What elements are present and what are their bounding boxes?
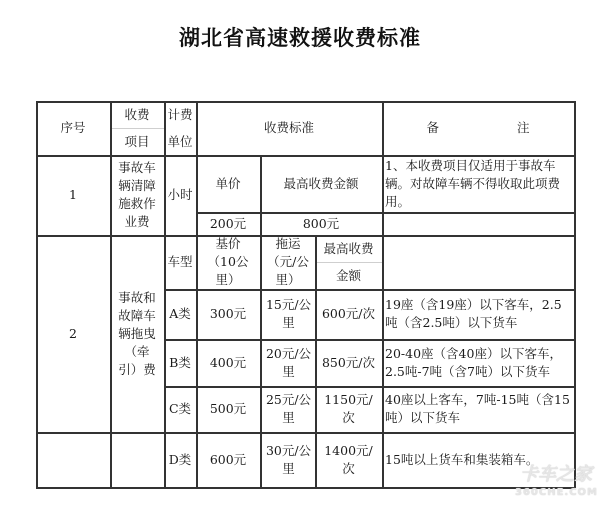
row1-unit-price: 200元 xyxy=(209,215,247,231)
row1-seq: 1 xyxy=(69,187,77,202)
header-unit-line1: 计费 xyxy=(167,106,193,122)
watermark-en: 360CHE.COM xyxy=(515,487,599,498)
page-title: 湖北省高速救援收费标准 xyxy=(179,26,421,50)
header-seq: 序号 xyxy=(60,120,86,135)
header-unit-line2: 单位 xyxy=(167,133,193,149)
row1-unit-price-label: 单价 xyxy=(215,175,241,191)
row2-towing-header: 拖运（元/公里） xyxy=(267,236,309,287)
row2-vehicle-type-header: 车型 xyxy=(167,254,193,269)
type-d-towing: 30元/公里 xyxy=(265,442,312,476)
row2-seq: 2 xyxy=(69,325,77,341)
type-b-base: 400元 xyxy=(209,354,247,370)
row1-unit: 小时 xyxy=(167,187,193,202)
type-c-label: C类 xyxy=(168,401,192,416)
type-d-base: 600元 xyxy=(209,451,247,467)
type-b-towing: 20元/公里 xyxy=(265,345,312,379)
type-b-remark: 20-40座（含40座）以下客车，2.5吨-7吨（含7吨）以下货车 xyxy=(385,345,562,379)
row2-item: 事故和故障车辆拖曳（牵引）费 xyxy=(118,289,156,377)
row2-max-header-line2: 金额 xyxy=(335,267,361,283)
header-item-line1: 收费 xyxy=(124,106,150,122)
type-a-max: 600元/次 xyxy=(321,306,376,321)
table-border-bottom xyxy=(36,487,575,489)
type-b-max: 850元/次 xyxy=(321,354,376,370)
header-standard: 收费标准 xyxy=(263,120,314,135)
header-remark-2: 注 xyxy=(517,120,530,135)
type-c-base: 500元 xyxy=(209,401,247,416)
type-b-label: B类 xyxy=(169,354,191,370)
type-d-label: D类 xyxy=(168,451,192,467)
row1-max-label: 最高收费金额 xyxy=(283,175,359,191)
header-remark xyxy=(382,101,574,155)
type-c-towing: 25元/公里 xyxy=(265,392,312,425)
row2-max-header-line1: 最高收费 xyxy=(323,240,374,256)
type-a-remark: 19座（含19座）以下客车，2.5吨（含2.5吨）以下货车 xyxy=(385,297,562,330)
row1-max-amount: 800元 xyxy=(302,215,340,231)
type-a-base: 300元 xyxy=(209,306,247,321)
type-a-label: A类 xyxy=(169,306,191,321)
type-c-max: 1150元/次 xyxy=(324,392,373,425)
type-d-remark: 15吨以上货车和集装箱车。 xyxy=(385,451,539,467)
type-c-remark: 40座以上客车，7吨-15吨（含15吨）以下货车 xyxy=(385,392,570,425)
header-item-line2: 项目 xyxy=(124,133,150,149)
header-remark-1: 备 xyxy=(426,120,439,135)
type-d-max: 1400元/次 xyxy=(324,442,373,476)
watermark-cn: 卡车之家 xyxy=(520,464,592,485)
row1-remark: 1、本收费项目仅适用于事故车辆。对故障车辆不得收取此项费用。 xyxy=(385,158,561,209)
row1-item: 事故车辆清障施救作业费 xyxy=(118,160,156,229)
watermark-logo xyxy=(515,464,597,499)
row2-base-price-header: 基价（10公里） xyxy=(207,236,249,287)
type-a-towing: 15元/公里 xyxy=(265,297,312,330)
table-border-right xyxy=(574,101,576,488)
